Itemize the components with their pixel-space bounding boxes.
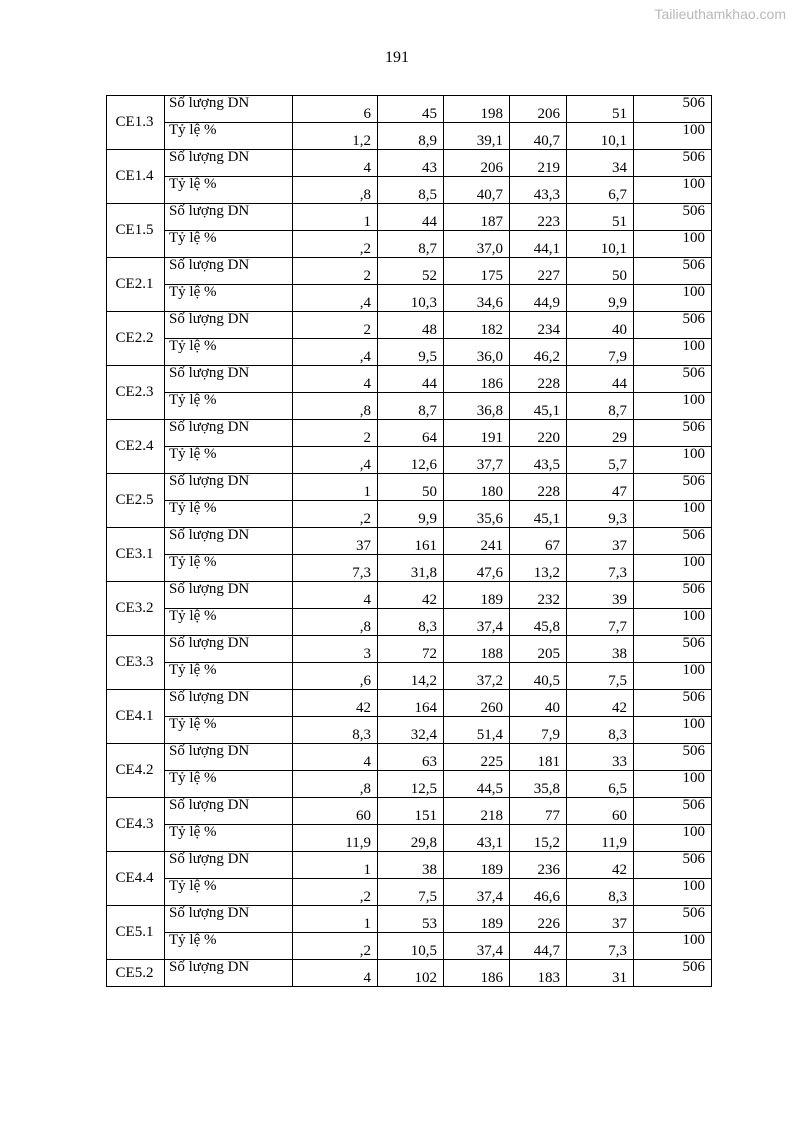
table-row bbox=[107, 339, 712, 366]
pct-cell: 10,1 bbox=[567, 231, 634, 258]
count-total-cell: 506 bbox=[634, 636, 712, 663]
count-cell: 42 bbox=[567, 690, 634, 717]
table-row bbox=[107, 231, 712, 258]
row-label-count: Số lượng DN bbox=[165, 690, 293, 717]
count-cell: 241 bbox=[444, 528, 510, 555]
item-code: CE4.2 bbox=[107, 744, 165, 798]
count-cell: 4 bbox=[293, 150, 378, 177]
pct-total-cell: 100 bbox=[634, 123, 712, 150]
count-cell: 102 bbox=[378, 960, 444, 987]
table-row bbox=[107, 852, 712, 879]
count-cell: 161 bbox=[378, 528, 444, 555]
count-total-cell: 506 bbox=[634, 420, 712, 447]
table-row bbox=[107, 717, 712, 744]
row-label-pct: Tỷ lệ % bbox=[165, 825, 293, 852]
count-cell: 186 bbox=[444, 366, 510, 393]
table-row bbox=[107, 177, 712, 204]
count-cell: 1 bbox=[293, 474, 378, 501]
count-cell: 38 bbox=[378, 852, 444, 879]
count-cell: 206 bbox=[444, 150, 510, 177]
count-cell: 37 bbox=[567, 906, 634, 933]
pct-cell: ,2 bbox=[293, 231, 378, 258]
row-label-count: Số lượng DN bbox=[165, 96, 293, 123]
count-cell: 186 bbox=[444, 960, 510, 987]
pct-cell: 45,8 bbox=[510, 609, 567, 636]
count-total-cell: 506 bbox=[634, 366, 712, 393]
item-code: CE3.3 bbox=[107, 636, 165, 690]
pct-cell: 29,8 bbox=[378, 825, 444, 852]
pct-cell: 43,1 bbox=[444, 825, 510, 852]
pct-cell: 32,4 bbox=[378, 717, 444, 744]
pct-cell: 46,6 bbox=[510, 879, 567, 906]
count-cell: 189 bbox=[444, 582, 510, 609]
row-label-count: Số lượng DN bbox=[165, 744, 293, 771]
count-cell: 6 bbox=[293, 96, 378, 123]
table-row bbox=[107, 825, 712, 852]
count-cell: 175 bbox=[444, 258, 510, 285]
row-label-count: Số lượng DN bbox=[165, 150, 293, 177]
pct-cell: 8,9 bbox=[378, 123, 444, 150]
count-cell: 43 bbox=[378, 150, 444, 177]
pct-cell: 37,4 bbox=[444, 609, 510, 636]
pct-total-cell: 100 bbox=[634, 447, 712, 474]
item-code: CE3.2 bbox=[107, 582, 165, 636]
row-label-pct: Tỷ lệ % bbox=[165, 447, 293, 474]
pct-cell: 37,2 bbox=[444, 663, 510, 690]
table-row bbox=[107, 420, 712, 447]
pct-total-cell: 100 bbox=[634, 879, 712, 906]
pct-cell: 13,2 bbox=[510, 555, 567, 582]
item-code: CE4.1 bbox=[107, 690, 165, 744]
item-code: CE4.3 bbox=[107, 798, 165, 852]
count-cell: 205 bbox=[510, 636, 567, 663]
table-row bbox=[107, 879, 712, 906]
pct-cell: 43,5 bbox=[510, 447, 567, 474]
pct-cell: 8,7 bbox=[567, 393, 634, 420]
count-cell: 228 bbox=[510, 474, 567, 501]
table-row bbox=[107, 582, 712, 609]
pct-cell: 14,2 bbox=[378, 663, 444, 690]
pct-cell: 45,1 bbox=[510, 393, 567, 420]
row-label-count: Số lượng DN bbox=[165, 258, 293, 285]
item-code: CE5.2 bbox=[107, 960, 165, 987]
count-cell: 50 bbox=[567, 258, 634, 285]
pct-cell: 6,7 bbox=[567, 177, 634, 204]
row-label-pct: Tỷ lệ % bbox=[165, 177, 293, 204]
row-label-pct: Tỷ lệ % bbox=[165, 609, 293, 636]
pct-cell: 6,5 bbox=[567, 771, 634, 798]
table-row bbox=[107, 798, 712, 825]
item-code: CE2.5 bbox=[107, 474, 165, 528]
pct-total-cell: 100 bbox=[634, 231, 712, 258]
row-label-count: Số lượng DN bbox=[165, 366, 293, 393]
pct-cell: 9,3 bbox=[567, 501, 634, 528]
count-cell: 189 bbox=[444, 852, 510, 879]
pct-cell: 37,0 bbox=[444, 231, 510, 258]
count-cell: 44 bbox=[378, 204, 444, 231]
table-row bbox=[107, 906, 712, 933]
count-cell: 206 bbox=[510, 96, 567, 123]
pct-cell: 35,6 bbox=[444, 501, 510, 528]
count-cell: 232 bbox=[510, 582, 567, 609]
item-code: CE2.1 bbox=[107, 258, 165, 312]
table-row bbox=[107, 501, 712, 528]
pct-cell: ,8 bbox=[293, 771, 378, 798]
pct-cell: 7,5 bbox=[567, 663, 634, 690]
count-cell: 60 bbox=[293, 798, 378, 825]
row-label-count: Số lượng DN bbox=[165, 852, 293, 879]
pct-cell: 7,3 bbox=[567, 933, 634, 960]
pct-cell: 44,1 bbox=[510, 231, 567, 258]
pct-cell: 44,5 bbox=[444, 771, 510, 798]
row-label-pct: Tỷ lệ % bbox=[165, 393, 293, 420]
count-total-cell: 506 bbox=[634, 528, 712, 555]
pct-total-cell: 100 bbox=[634, 933, 712, 960]
item-code: CE2.2 bbox=[107, 312, 165, 366]
pct-total-cell: 100 bbox=[634, 771, 712, 798]
pct-cell: 7,3 bbox=[567, 555, 634, 582]
count-cell: 37 bbox=[293, 528, 378, 555]
pct-cell: 51,4 bbox=[444, 717, 510, 744]
count-cell: 52 bbox=[378, 258, 444, 285]
table-row bbox=[107, 771, 712, 798]
pct-cell: 8,7 bbox=[378, 231, 444, 258]
count-cell: 44 bbox=[378, 366, 444, 393]
table-row bbox=[107, 690, 712, 717]
row-label-pct: Tỷ lệ % bbox=[165, 771, 293, 798]
pct-cell: 7,5 bbox=[378, 879, 444, 906]
count-cell: 51 bbox=[567, 96, 634, 123]
count-cell: 260 bbox=[444, 690, 510, 717]
count-cell: 1 bbox=[293, 906, 378, 933]
table-row bbox=[107, 636, 712, 663]
count-cell: 227 bbox=[510, 258, 567, 285]
count-cell: 60 bbox=[567, 798, 634, 825]
pct-cell: 7,9 bbox=[510, 717, 567, 744]
pct-cell: ,2 bbox=[293, 501, 378, 528]
table-row bbox=[107, 933, 712, 960]
count-cell: 38 bbox=[567, 636, 634, 663]
count-cell: 187 bbox=[444, 204, 510, 231]
count-cell: 64 bbox=[378, 420, 444, 447]
pct-cell: 1,2 bbox=[293, 123, 378, 150]
table-row bbox=[107, 960, 712, 987]
count-cell: 181 bbox=[510, 744, 567, 771]
row-label-pct: Tỷ lệ % bbox=[165, 501, 293, 528]
row-label-pct: Tỷ lệ % bbox=[165, 123, 293, 150]
pct-cell: 9,9 bbox=[567, 285, 634, 312]
count-cell: 236 bbox=[510, 852, 567, 879]
count-cell: 42 bbox=[378, 582, 444, 609]
count-cell: 3 bbox=[293, 636, 378, 663]
count-total-cell: 506 bbox=[634, 744, 712, 771]
row-label-pct: Tỷ lệ % bbox=[165, 555, 293, 582]
table-row bbox=[107, 150, 712, 177]
item-code: CE5.1 bbox=[107, 906, 165, 960]
item-code: CE1.4 bbox=[107, 150, 165, 204]
count-cell: 37 bbox=[567, 528, 634, 555]
count-cell: 182 bbox=[444, 312, 510, 339]
pct-cell: 12,5 bbox=[378, 771, 444, 798]
count-cell: 44 bbox=[567, 366, 634, 393]
count-cell: 4 bbox=[293, 582, 378, 609]
count-cell: 164 bbox=[378, 690, 444, 717]
pct-total-cell: 100 bbox=[634, 339, 712, 366]
row-label-count: Số lượng DN bbox=[165, 474, 293, 501]
count-total-cell: 506 bbox=[634, 906, 712, 933]
pct-cell: 31,8 bbox=[378, 555, 444, 582]
count-cell: 77 bbox=[510, 798, 567, 825]
pct-cell: 11,9 bbox=[567, 825, 634, 852]
table-row bbox=[107, 204, 712, 231]
count-cell: 53 bbox=[378, 906, 444, 933]
count-cell: 4 bbox=[293, 960, 378, 987]
pct-cell: 35,8 bbox=[510, 771, 567, 798]
pct-total-cell: 100 bbox=[634, 555, 712, 582]
pct-cell: 15,2 bbox=[510, 825, 567, 852]
count-cell: 183 bbox=[510, 960, 567, 987]
pct-cell: ,2 bbox=[293, 879, 378, 906]
item-code: CE1.5 bbox=[107, 204, 165, 258]
count-cell: 45 bbox=[378, 96, 444, 123]
item-code: CE3.1 bbox=[107, 528, 165, 582]
count-cell: 218 bbox=[444, 798, 510, 825]
table-row bbox=[107, 312, 712, 339]
count-cell: 2 bbox=[293, 258, 378, 285]
table-row bbox=[107, 744, 712, 771]
count-total-cell: 506 bbox=[634, 852, 712, 879]
table-row bbox=[107, 555, 712, 582]
pct-cell: 8,3 bbox=[378, 609, 444, 636]
row-label-count: Số lượng DN bbox=[165, 528, 293, 555]
pct-cell: 44,7 bbox=[510, 933, 567, 960]
pct-cell: 8,3 bbox=[567, 717, 634, 744]
pct-cell: ,8 bbox=[293, 393, 378, 420]
table-row bbox=[107, 393, 712, 420]
count-cell: 151 bbox=[378, 798, 444, 825]
table-row bbox=[107, 609, 712, 636]
count-cell: 188 bbox=[444, 636, 510, 663]
pct-cell: 7,3 bbox=[293, 555, 378, 582]
pct-cell: 9,5 bbox=[378, 339, 444, 366]
pct-cell: ,6 bbox=[293, 663, 378, 690]
count-cell: 40 bbox=[510, 690, 567, 717]
page-number: 191 bbox=[385, 49, 409, 66]
pct-cell: 39,1 bbox=[444, 123, 510, 150]
row-label-pct: Tỷ lệ % bbox=[165, 285, 293, 312]
row-label-pct: Tỷ lệ % bbox=[165, 933, 293, 960]
count-cell: 31 bbox=[567, 960, 634, 987]
pct-cell: 40,5 bbox=[510, 663, 567, 690]
count-cell: 220 bbox=[510, 420, 567, 447]
pct-cell: ,4 bbox=[293, 447, 378, 474]
count-cell: 33 bbox=[567, 744, 634, 771]
row-label-pct: Tỷ lệ % bbox=[165, 717, 293, 744]
pct-cell: 34,6 bbox=[444, 285, 510, 312]
table-row bbox=[107, 528, 712, 555]
table-row bbox=[107, 123, 712, 150]
row-label-count: Số lượng DN bbox=[165, 204, 293, 231]
count-cell: 2 bbox=[293, 312, 378, 339]
row-label-count: Số lượng DN bbox=[165, 582, 293, 609]
count-cell: 225 bbox=[444, 744, 510, 771]
pct-cell: 36,0 bbox=[444, 339, 510, 366]
pct-cell: 46,2 bbox=[510, 339, 567, 366]
row-label-pct: Tỷ lệ % bbox=[165, 879, 293, 906]
count-cell: 189 bbox=[444, 906, 510, 933]
count-cell: 234 bbox=[510, 312, 567, 339]
count-cell: 223 bbox=[510, 204, 567, 231]
pct-cell: ,4 bbox=[293, 285, 378, 312]
pct-total-cell: 100 bbox=[634, 609, 712, 636]
count-total-cell: 506 bbox=[634, 960, 712, 987]
survey-results-table bbox=[106, 95, 712, 987]
count-total-cell: 506 bbox=[634, 798, 712, 825]
pct-cell: 9,9 bbox=[378, 501, 444, 528]
count-cell: 40 bbox=[567, 312, 634, 339]
count-total-cell: 506 bbox=[634, 690, 712, 717]
pct-cell: 45,1 bbox=[510, 501, 567, 528]
pct-cell: 10,3 bbox=[378, 285, 444, 312]
count-cell: 67 bbox=[510, 528, 567, 555]
count-cell: 180 bbox=[444, 474, 510, 501]
pct-cell: ,8 bbox=[293, 177, 378, 204]
pct-cell: 8,3 bbox=[293, 717, 378, 744]
table-body bbox=[107, 96, 712, 987]
count-cell: 47 bbox=[567, 474, 634, 501]
count-cell: 29 bbox=[567, 420, 634, 447]
count-total-cell: 506 bbox=[634, 474, 712, 501]
count-cell: 228 bbox=[510, 366, 567, 393]
pct-cell: ,2 bbox=[293, 933, 378, 960]
pct-cell: 37,4 bbox=[444, 879, 510, 906]
pct-total-cell: 100 bbox=[634, 285, 712, 312]
count-cell: 39 bbox=[567, 582, 634, 609]
count-total-cell: 506 bbox=[634, 582, 712, 609]
count-cell: 219 bbox=[510, 150, 567, 177]
pct-cell: ,4 bbox=[293, 339, 378, 366]
pct-cell: 47,6 bbox=[444, 555, 510, 582]
row-label-count: Số lượng DN bbox=[165, 906, 293, 933]
item-code: CE1.3 bbox=[107, 96, 165, 150]
count-cell: 34 bbox=[567, 150, 634, 177]
pct-cell: 44,9 bbox=[510, 285, 567, 312]
pct-total-cell: 100 bbox=[634, 717, 712, 744]
count-cell: 51 bbox=[567, 204, 634, 231]
count-cell: 4 bbox=[293, 744, 378, 771]
row-label-count: Số lượng DN bbox=[165, 798, 293, 825]
row-label-count: Số lượng DN bbox=[165, 960, 293, 987]
pct-cell: 7,7 bbox=[567, 609, 634, 636]
count-cell: 198 bbox=[444, 96, 510, 123]
table-row bbox=[107, 96, 712, 123]
pct-total-cell: 100 bbox=[634, 177, 712, 204]
count-cell: 4 bbox=[293, 366, 378, 393]
pct-cell: 37,7 bbox=[444, 447, 510, 474]
count-total-cell: 506 bbox=[634, 204, 712, 231]
pct-cell: 8,7 bbox=[378, 393, 444, 420]
table-row bbox=[107, 366, 712, 393]
pct-cell: 5,7 bbox=[567, 447, 634, 474]
row-label-count: Số lượng DN bbox=[165, 420, 293, 447]
count-cell: 191 bbox=[444, 420, 510, 447]
table-row bbox=[107, 447, 712, 474]
count-cell: 72 bbox=[378, 636, 444, 663]
pct-cell: 36,8 bbox=[444, 393, 510, 420]
pct-cell: 12,6 bbox=[378, 447, 444, 474]
pct-cell: 8,3 bbox=[567, 879, 634, 906]
row-label-pct: Tỷ lệ % bbox=[165, 231, 293, 258]
count-cell: 48 bbox=[378, 312, 444, 339]
pct-total-cell: 100 bbox=[634, 393, 712, 420]
table-row bbox=[107, 258, 712, 285]
table-row bbox=[107, 474, 712, 501]
pct-cell: 40,7 bbox=[444, 177, 510, 204]
count-cell: 63 bbox=[378, 744, 444, 771]
count-cell: 1 bbox=[293, 852, 378, 879]
count-total-cell: 506 bbox=[634, 150, 712, 177]
item-code: CE4.4 bbox=[107, 852, 165, 906]
pct-total-cell: 100 bbox=[634, 663, 712, 690]
pct-cell: 43,3 bbox=[510, 177, 567, 204]
item-code: CE2.4 bbox=[107, 420, 165, 474]
count-cell: 226 bbox=[510, 906, 567, 933]
watermark-text: Tailieuthamkhao.com bbox=[654, 6, 786, 22]
row-label-count: Số lượng DN bbox=[165, 636, 293, 663]
count-cell: 50 bbox=[378, 474, 444, 501]
row-label-count: Số lượng DN bbox=[165, 312, 293, 339]
count-total-cell: 506 bbox=[634, 258, 712, 285]
table-row bbox=[107, 663, 712, 690]
count-total-cell: 506 bbox=[634, 96, 712, 123]
count-cell: 2 bbox=[293, 420, 378, 447]
pct-cell: ,8 bbox=[293, 609, 378, 636]
item-code: CE2.3 bbox=[107, 366, 165, 420]
pct-cell: 37,4 bbox=[444, 933, 510, 960]
table-row bbox=[107, 285, 712, 312]
row-label-pct: Tỷ lệ % bbox=[165, 663, 293, 690]
pct-cell: 10,1 bbox=[567, 123, 634, 150]
pct-total-cell: 100 bbox=[634, 825, 712, 852]
pct-cell: 11,9 bbox=[293, 825, 378, 852]
pct-total-cell: 100 bbox=[634, 501, 712, 528]
count-cell: 42 bbox=[293, 690, 378, 717]
pct-cell: 40,7 bbox=[510, 123, 567, 150]
pct-cell: 10,5 bbox=[378, 933, 444, 960]
count-total-cell: 506 bbox=[634, 312, 712, 339]
count-cell: 42 bbox=[567, 852, 634, 879]
row-label-pct: Tỷ lệ % bbox=[165, 339, 293, 366]
pct-cell: 7,9 bbox=[567, 339, 634, 366]
count-cell: 1 bbox=[293, 204, 378, 231]
pct-cell: 8,5 bbox=[378, 177, 444, 204]
